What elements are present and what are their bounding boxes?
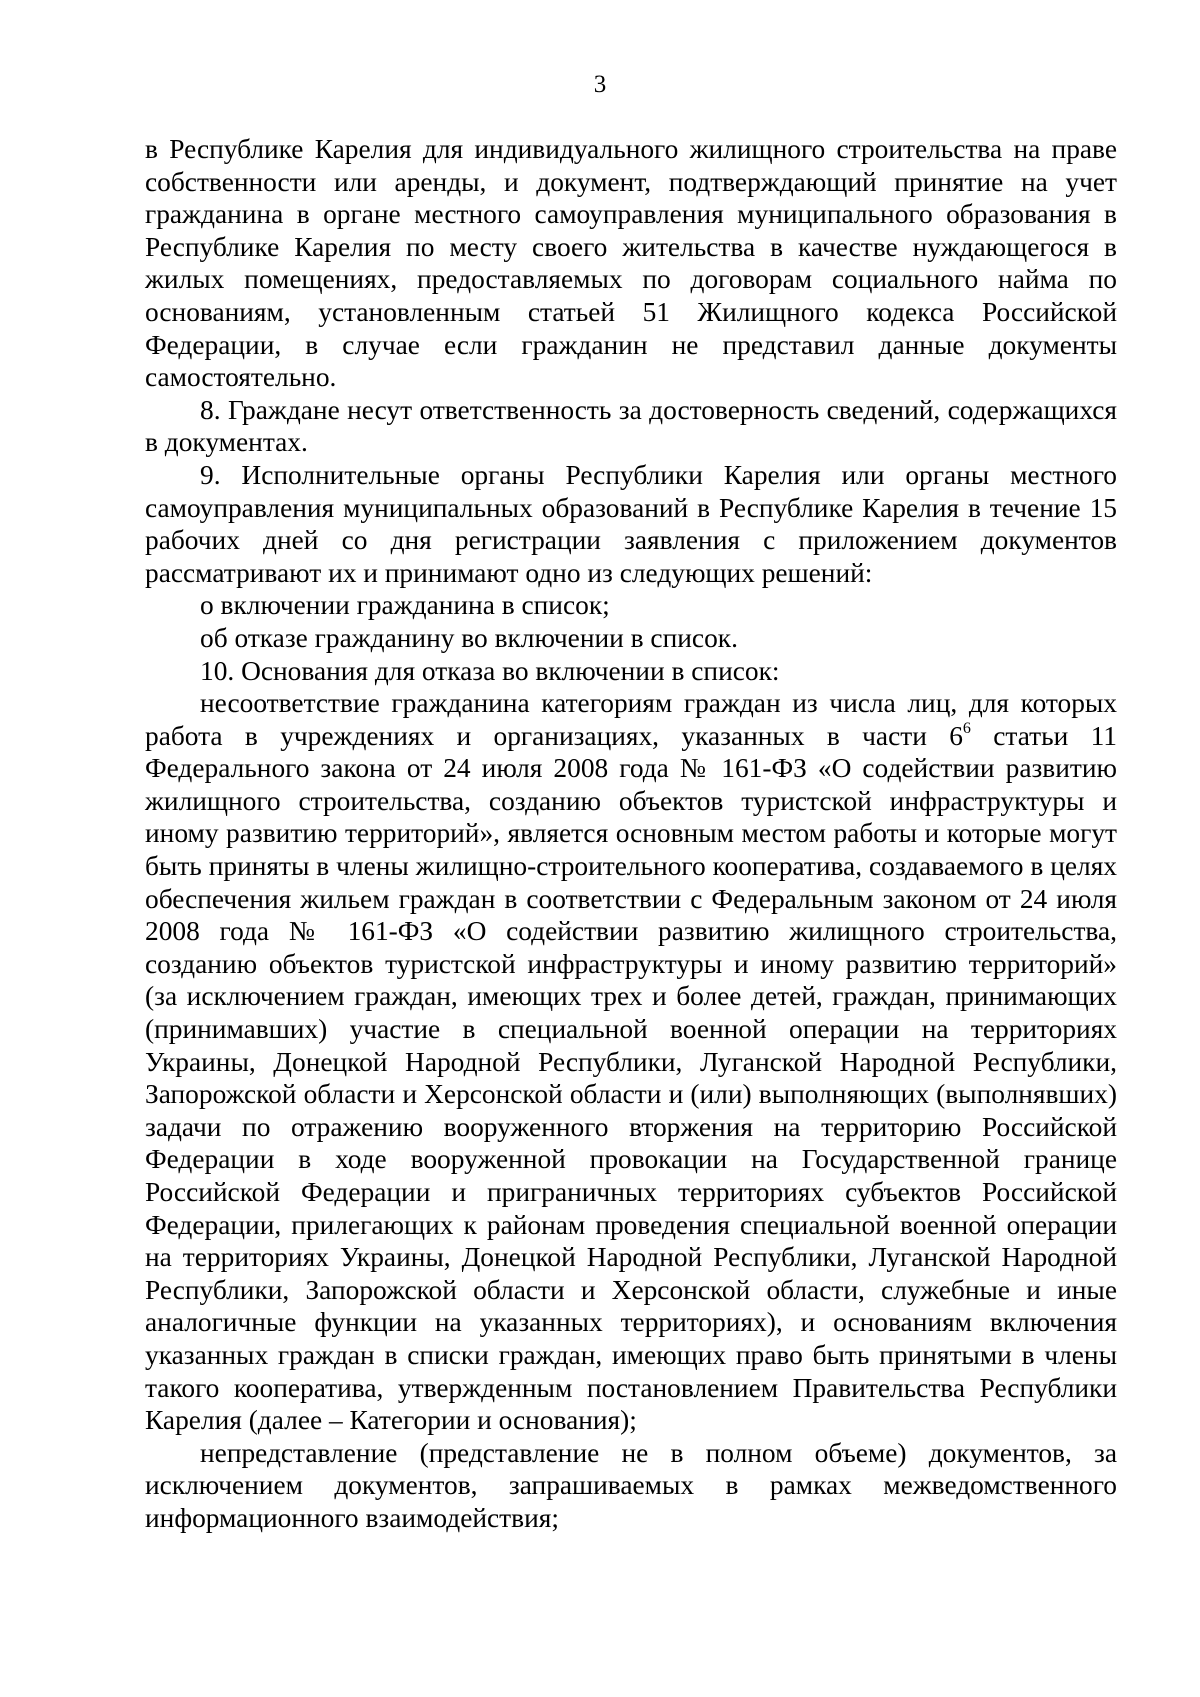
superscript-6: 6 xyxy=(962,719,971,737)
ground-mismatch-text-start: несоответствие гражданина категориям граждан из числа лиц, для которых работа в учреждениях и организациях, указанных в части 6 xyxy=(145,688,1117,751)
paragraph-item-9: 9. Исполнительные органы Республики Карелия или органы местного самоуправления муниципальных образований в Республике Карелия в течение 15 рабочих дней со дня регистрации заявления с приложением документов рассматривают их и принимают одно из следующих решений: xyxy=(145,459,1117,588)
ground-mismatch-text-end: статьи 11 Федерального закона от 24 июля 2008 года № 161-ФЗ «О содействии развитию жилищного строительства, созданию объектов туристской инфраструктуры и иному развитию территорий», является основным местом работы и которые могут быть приняты в члены жилищно-строительного кооператива, создаваемого в целях обеспечения жильем граждан в соответствии с Федеральным законом от 24 июля 2008 года № 161-ФЗ «О содействии развитию жилищного строительства, созданию объектов туристской инфраструктуры и иному развитию территорий» (за исключением граждан, имеющих трех и более детей, граждан, принимающих (принимавших) участие в специальной военной операции на территориях Украины, Донецкой Народной Республики, Луганской Народной Республики, Запорожской области и Херсонской области и (или) выполняющих (выполнявших) задачи по отражению вооруженного вторжения на территорию Российской Федерации в ходе вооруженной провокации на Государственной границе Российской Федерации и приграничных территориях субъектов Российской Федерации, прилегающих к районам проведения специальной военной операции на территориях Украины, Донецкой Народной Республики, Луганской Народной Республики, Запорожской области и Херсонской области, служебные и иные аналогичные функции на указанных территориях), и основаниям включения указанных граждан в списки граждан, имеющих право быть принятыми в члены такого кооператива, утвержденным постановлением Правительства Республики Карелия (далее – Категории и основания); xyxy=(145,720,1117,1436)
paragraph-item-8: 8. Граждане несут ответственность за достоверность сведений, содержащихся в документах. xyxy=(145,394,1117,458)
page-number: 3 xyxy=(593,71,607,98)
document-body xyxy=(145,133,1117,1535)
paragraph-item-10: 10. Основания для отказа во включении в список: xyxy=(200,655,780,686)
paragraph-decision-include: о включении гражданина в список; xyxy=(200,590,610,621)
paragraph-ground-non-submission: непредставление (представление не в полном объеме) документов, за исключением документов, запрашиваемых в рамках межведомственного информационного взаимодействия; xyxy=(145,1437,1117,1533)
paragraph-continuation: в Республике Карелия для индивидуального жилищного строительства на праве собственности или аренды, и документ, подтверждающий принятие на учет гражданина в органе местного самоуправления муниципального образования в Республике Карелия по месту своего жительства в качестве нуждающегося в жилых помещениях, предоставляемых по договорам социального найма по основаниям, установленным статьей 51 Жилищного кодекса Российской Федерации, в случае если гражданин не представил данные документы самостоятельно. xyxy=(145,134,1117,393)
paragraph-decision-refuse: об отказе гражданину во включении в список. xyxy=(200,622,738,653)
paragraph-ground-mismatch xyxy=(145,687,1117,1437)
